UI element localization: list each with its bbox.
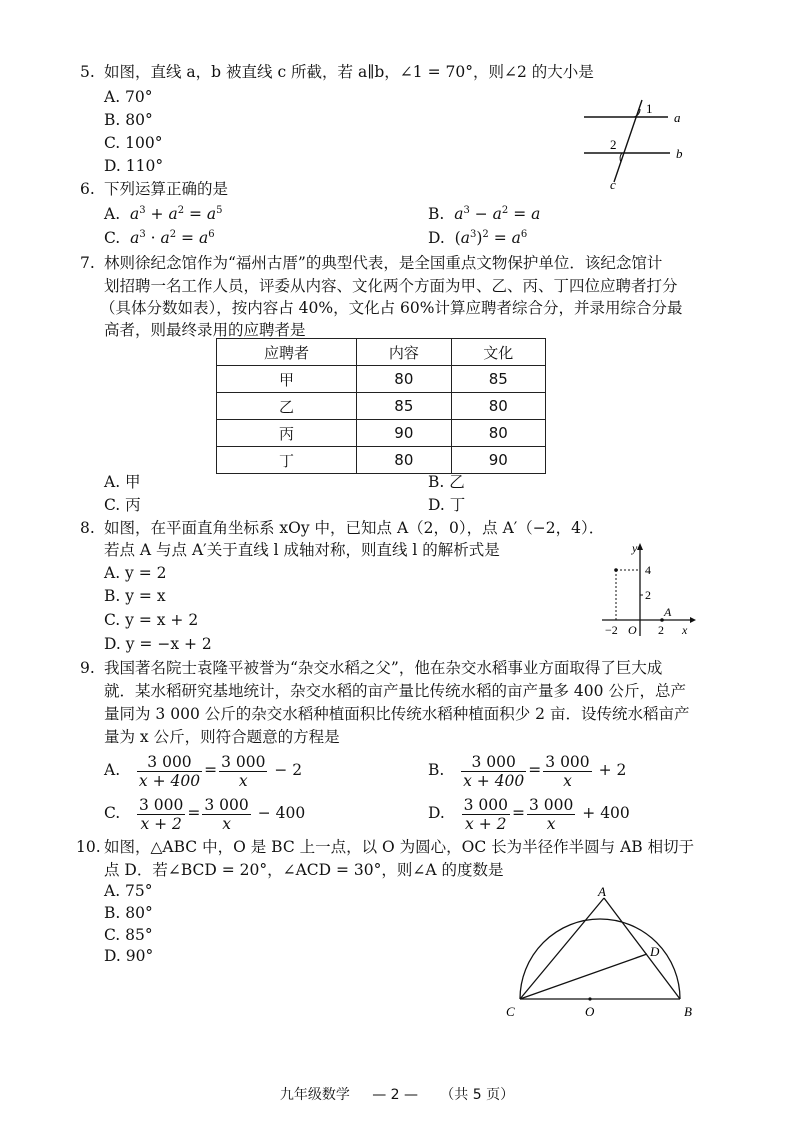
q9-option-b: B. $\frac{3 000}{x + 400}$ = $\frac{3 000}{x}$ + 2 [428,752,627,790]
q7-line-3: （具体分数如表），按内容占 40%，文化占 60%计算应聘者综合分，并录用综合分最 [100,299,683,317]
q5-option-c: C. 100° [104,134,163,152]
footer-subject: 九年级数学 [279,1087,350,1103]
q7-option-c: C. 丙 [104,496,141,514]
q8-option-b: B. y = x [104,587,166,605]
q6-option-c-label: C. [104,229,121,247]
tick-label-x2: 2 [658,623,664,637]
q8-option-a: A. y = 2 [104,564,167,582]
header-culture: 文化 [451,339,545,366]
table-cell: 90 [357,420,451,447]
q9-option-d: D. $\frac{3 000}{x + 2}$ = $\frac{3 000}{x}$ + 400 [428,795,630,833]
q9-c-tail: − 400 [257,804,306,822]
q9-line-1: 我国著名院士袁隆平被誉为“杂交水稻之父”，他在杂交水稻事业方面取得了巨大成 [104,659,663,677]
q9-option-a-label: A. [104,761,121,779]
y-label: y [632,541,638,555]
table-cell: 85 [357,393,451,420]
origin-label: O [628,623,637,637]
label-o: O [585,1004,595,1019]
q9-d-tail: + 400 [582,804,630,822]
q10-number: 10. [76,838,101,856]
q10-option-a: A. 75° [104,882,153,900]
q9-a-tail: − 2 [274,761,303,779]
x-label: x [682,623,688,637]
q7-line-1: 林则徐纪念馆作为“福州古厝”的典型代表，是全国重点文物保护单位．该纪念馆计 [104,254,663,272]
point-a-prime [614,568,618,572]
table-row [217,420,546,447]
label-b: B [684,1004,692,1019]
q8-option-c: C. y = x + 2 [104,611,199,629]
q9-b-tail: + 2 [598,761,627,779]
q9-a-fraction-left: $\frac{3 000}{x + 400}$ [138,752,201,790]
q10-line-1: 如图，△ABC 中，O 是 BC 上一点，以 O 为圆心，OC 长为半径作半圆与 AB 相切于 [104,838,695,856]
q5-option-d: D. 110° [104,157,164,175]
table-cell: 甲 [217,366,357,393]
table-cell: 丁 [217,447,357,474]
table-cell: 丙 [217,420,357,447]
q9-a-fraction-right: $\frac{3 000}{x}$ [221,752,266,790]
tick-label-4: 4 [645,563,651,577]
label-a: a [674,110,681,125]
q5-option-a: A. 70° [104,88,153,106]
footer-page-number: — 2 — [372,1087,418,1103]
label-b: b [676,146,683,161]
q7-option-d: D. 丁 [428,496,466,514]
q7-line-4: 高者，则最终录用的应聘者是 [104,321,306,339]
table-cell: 80 [451,393,545,420]
q9-d-fraction-left: $\frac{3 000}{x + 2}$ [463,795,508,833]
q7-number: 7. [80,254,95,272]
q6-option-b: B. $a^3 - a^2 = a$ [428,205,541,223]
q8-coordinate-figure [596,540,700,640]
q9-option-c: C. $\frac{3 000}{x + 2}$ = $\frac{3 000}{x}$ − 400 [104,795,306,833]
label-d: D [650,944,660,959]
q9-option-a: A. $\frac{3 000}{x + 400}$ = $\frac{3 000}{x}$ − 2 [104,752,303,790]
q9-option-b-label: B. [428,761,445,779]
q10-option-b: B. 80° [104,904,153,922]
label-c: c [610,177,616,192]
q9-line-2: 就．某水稻研究基地统计，杂交水稻的亩产量比传统水稻的亩产量多 400 公斤，总产 [104,682,686,700]
q9-line-4: 量为 x 公斤，则符合题意的方程是 [104,728,340,746]
q9-option-c-label: C. [104,804,121,822]
label-2: 2 [610,137,617,152]
q6-option-d-label: D. [428,229,445,247]
x-axis-arrow-icon [690,617,696,623]
label-1: 1 [646,101,653,116]
table-cell: 80 [451,420,545,447]
point-a-label: A [664,605,672,619]
tick-label-minus2: −2 [605,623,618,637]
table-cell: 85 [451,366,545,393]
semicircle [520,919,680,999]
q6-option-a-label: A. [104,205,121,223]
tick-label-2: 2 [645,588,651,602]
label-c: C [506,1004,515,1019]
q6-option-b-label: B. [428,205,445,223]
q7-line-2: 划招聘一名工作人员，评委从内容、文化两个方面为甲、乙、丙、丁四位应聘者打分 [104,277,678,295]
table-cell: 乙 [217,393,357,420]
q10-option-d: D. 90° [104,947,154,965]
q9-d-fraction-right: $\frac{3 000}{x}$ [528,795,574,833]
line-c [614,100,642,182]
header-content: 内容 [357,339,451,366]
q6-stem: 下列运算正确的是 [104,180,229,198]
q7-option-b: B. 乙 [428,473,465,491]
segment-ab [604,898,680,999]
q9-line-3: 量同为 3 000 公斤的杂交水稻种植面积比传统水稻种植面积少 2 亩．设传统水稻亩产 [104,705,690,723]
q6-number: 6. [80,180,95,198]
y-axis-arrow-icon [637,543,643,550]
q6-option-c: C. $a^3 \cdot a^2 = a^6$ [104,229,215,247]
q9-b-fraction-right: $\frac{3 000}{x}$ [545,752,590,790]
q6-option-d: D. $(a^3)^2 = a^6$ [428,229,528,247]
q7-option-a: A. 甲 [104,473,141,491]
footer-total-pages: （共 5 页） [440,1087,515,1103]
q5-number: 5. [80,63,95,81]
q8-line-1: 如图，在平面直角坐标系 xOy 中，已知点 A（2，0），点 A′（−2，4）． [104,519,605,537]
table-row [217,393,546,420]
q5-option-b: B. 80° [104,111,153,129]
header-applicant: 应聘者 [217,339,357,366]
table-cell: 80 [357,447,451,474]
table-header-row [217,339,546,366]
q9-number: 9. [80,659,95,677]
table-cell: 80 [357,366,451,393]
table-row [217,447,546,474]
q9-option-d-label: D. [428,804,445,822]
q5-figure [584,96,694,192]
page-footer [0,1084,794,1104]
q8-number: 8. [80,519,95,537]
q9-b-fraction-left: $\frac{3 000}{x + 400}$ [463,752,525,790]
label-a: A [598,884,606,899]
q8-line-2: 若点 A 与点 A′关于直线 l 成轴对称，则直线 l 的解析式是 [104,541,500,559]
table-cell: 90 [451,447,545,474]
q6-option-a: A. $a^3 + a^2 = a^5$ [104,205,223,223]
q7-score-table [216,338,546,474]
q9-c-fraction-left: $\frac{3 000}{x + 2}$ [139,795,184,833]
q8-option-d: D. y = −x + 2 [104,635,212,653]
q10-triangle-figure [500,884,710,1024]
q10-option-c: C. 85° [104,926,153,944]
q9-c-fraction-right: $\frac{3 000}{x}$ [204,795,249,833]
point-o [588,997,591,1000]
q10-line-2: 点 D．若∠BCD = 20°，∠ACD = 30°，则∠A 的度数是 [104,861,504,879]
table-row [217,366,546,393]
q5-stem: 如图，直线 a，b 被直线 c 所截，若 a∥b，∠1 = 70°，则∠2 的大小是 [104,63,594,81]
